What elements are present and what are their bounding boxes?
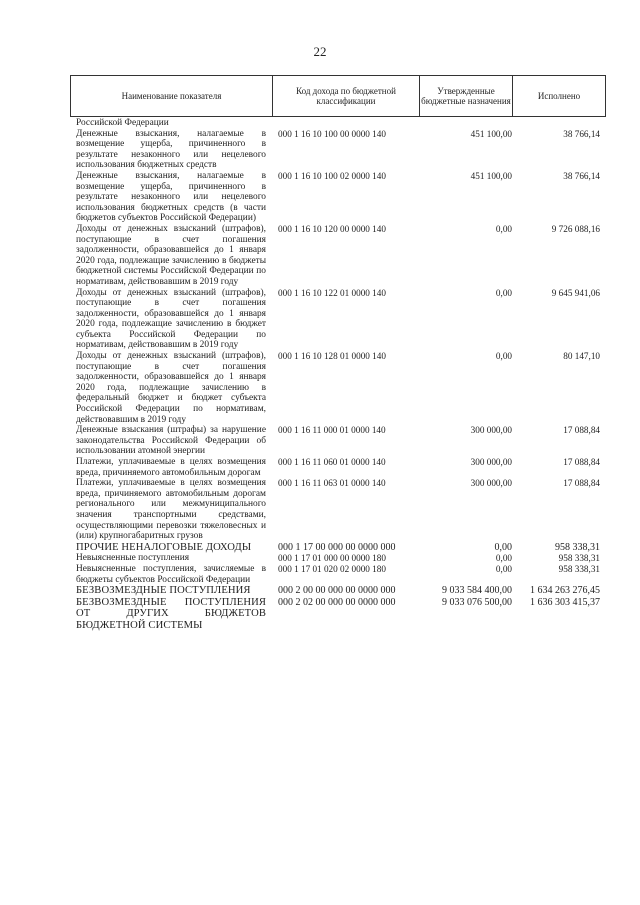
table-row xyxy=(0,457,640,478)
indicator-name: БЕЗВОЗМЕЗДНЫЕ ПОСТУПЛЕНИЯ xyxy=(76,585,251,597)
approved-amount: 0,00 xyxy=(495,553,512,564)
approved-amount: 300 000,00 xyxy=(470,478,512,489)
approved-amount: 0,00 xyxy=(495,223,512,234)
indicator-name: БЕЗВОЗМЕЗДНЫЕ ПОСТУПЛЕНИЯ ОТ ДРУГИХ БЮДЖЕТОВ БЮДЖЕТНОЙ СИСТЕМЫ xyxy=(76,596,266,631)
table-row xyxy=(0,425,640,457)
indicator-name: Российской Федерации xyxy=(76,118,169,128)
executed-amount: 9 726 088,16 xyxy=(551,223,600,234)
table-row xyxy=(0,171,640,224)
budget-code: 000 1 17 01 000 00 0000 180 xyxy=(278,553,386,564)
indicator-name: Денежные взыскания, налагаемые в возмещение ущерба, причиненного в результате незаконного или нецелевого использования бюджетных средств (в части бюджетов субъектов Российской Федерации) xyxy=(76,170,266,224)
indicator-name: Денежные взыскания (штрафы) за нарушение законодательства Российской Федерации об использовании атомной энергии xyxy=(76,425,266,457)
table-row xyxy=(0,542,640,554)
table-row xyxy=(0,288,640,352)
approved-amount: 451 100,00 xyxy=(470,170,512,181)
table-row xyxy=(0,564,640,585)
header-approved: Утвержденные бюджетные назначения xyxy=(420,76,513,116)
budget-code: 000 1 16 10 100 02 0000 140 xyxy=(278,170,386,181)
budget-code: 000 1 16 11 000 01 0000 140 xyxy=(278,425,386,436)
approved-amount: 0,00 xyxy=(495,287,512,298)
table-row xyxy=(0,118,640,129)
indicator-name: ПРОЧИЕ НЕНАЛОГОВЫЕ ДОХОДЫ xyxy=(76,541,252,553)
table-row xyxy=(0,224,640,288)
approved-amount: 0,00 xyxy=(495,563,512,574)
executed-amount: 17 088,84 xyxy=(563,425,600,436)
table-row xyxy=(0,553,640,564)
executed-amount: 17 088,84 xyxy=(563,478,600,489)
indicator-name: Доходы от денежных взысканий (штрафов), поступающие в счет погашения задолженности, образовавшейся до 1 января 2020 года, подлежащие зачислению в бюджеты бюджетной системы Российской Федерации по нормативам, действовавшим в 2019 году xyxy=(76,223,266,287)
indicator-name: Невыясненные поступления xyxy=(76,553,190,564)
page-number: 22 xyxy=(313,44,327,59)
executed-amount: 958 338,31 xyxy=(555,541,600,553)
approved-amount: 0,00 xyxy=(495,351,512,362)
header-code: Код дохода по бюджетной классификации xyxy=(273,76,420,116)
executed-amount: 1 634 263 276,45 xyxy=(530,585,600,597)
indicator-name: Невыясненные поступления, зачисляемые в бюджеты субъектов Российской Федерации xyxy=(76,563,266,585)
header-executed: Исполнено xyxy=(537,91,581,101)
approved-amount: 9 033 584 400,00 xyxy=(442,585,512,597)
table-row xyxy=(0,351,640,425)
budget-code: 000 2 02 00 000 00 0000 000 xyxy=(278,596,396,608)
executed-amount: 958 338,31 xyxy=(558,563,600,574)
header-name: Наименование показателя xyxy=(71,76,273,116)
budget-code: 000 1 16 11 060 01 0000 140 xyxy=(278,457,386,467)
executed-amount: 80 147,10 xyxy=(563,351,600,362)
budget-code: 000 1 16 10 128 01 0000 140 xyxy=(278,351,386,362)
budget-code: 000 1 17 01 020 02 0000 180 xyxy=(278,563,386,574)
table-row xyxy=(0,129,640,171)
executed-amount: 38 766,14 xyxy=(563,128,600,139)
budget-code: 000 1 16 10 120 00 0000 140 xyxy=(278,223,386,234)
executed-amount: 17 088,84 xyxy=(563,457,600,467)
budget-code: 000 1 16 10 122 01 0000 140 xyxy=(278,287,386,298)
budget-code: 000 2 00 00 000 00 0000 000 xyxy=(278,585,396,597)
table-row xyxy=(0,597,640,632)
indicator-name: Платежи, уплачиваемые в целях возмещения вреда, причиняемого автомобильным дорогам xyxy=(76,457,266,478)
executed-amount: 9 645 941,06 xyxy=(551,287,600,298)
table-body xyxy=(0,118,640,632)
table-row xyxy=(0,478,640,542)
table-row xyxy=(0,585,640,597)
budget-code: 000 1 16 10 100 00 0000 140 xyxy=(278,128,386,139)
budget-code: 000 1 16 11 063 01 0000 140 xyxy=(278,478,386,489)
indicator-name: Денежные взыскания, налагаемые в возмещение ущерба, причиненного в результате незаконного или нецелевого использования бюджетных средств xyxy=(76,128,266,171)
executed-amount: 1 636 303 415,37 xyxy=(530,596,600,608)
approved-amount: 0,00 xyxy=(494,541,512,553)
indicator-name: Доходы от денежных взысканий (штрафов), поступающие в счет погашения задолженности, образовавшейся до 1 января 2020 года, подлежащие зачислению в бюджет субъекта Российской Федерации по нормативам, действовавшим в 2019 году xyxy=(76,287,266,351)
indicator-name: Платежи, уплачиваемые в целях возмещения вреда, причиняемого автомобильным дорогам регионального или межмуниципального значения транспортными средствами, осуществляющими перевозки тяжеловесных и (или) крупногабаритных грузов xyxy=(76,478,266,542)
approved-amount: 9 033 076 500,00 xyxy=(442,596,512,608)
table-header xyxy=(70,75,606,117)
approved-amount: 300 000,00 xyxy=(470,457,512,467)
executed-amount: 38 766,14 xyxy=(563,170,600,181)
approved-amount: 300 000,00 xyxy=(470,425,512,436)
executed-amount: 958 338,31 xyxy=(558,553,600,564)
budget-code: 000 1 17 00 000 00 0000 000 xyxy=(278,541,396,553)
approved-amount: 451 100,00 xyxy=(470,128,512,139)
indicator-name: Доходы от денежных взысканий (штрафов), поступающие в счет погашения задолженности, образовавшейся до 1 января 2020 года, подлежащие зачислению в федеральный бюджет и бюджет субъекта Российской Федерации по нормативам, действовавшим в 2019 году xyxy=(76,351,266,425)
